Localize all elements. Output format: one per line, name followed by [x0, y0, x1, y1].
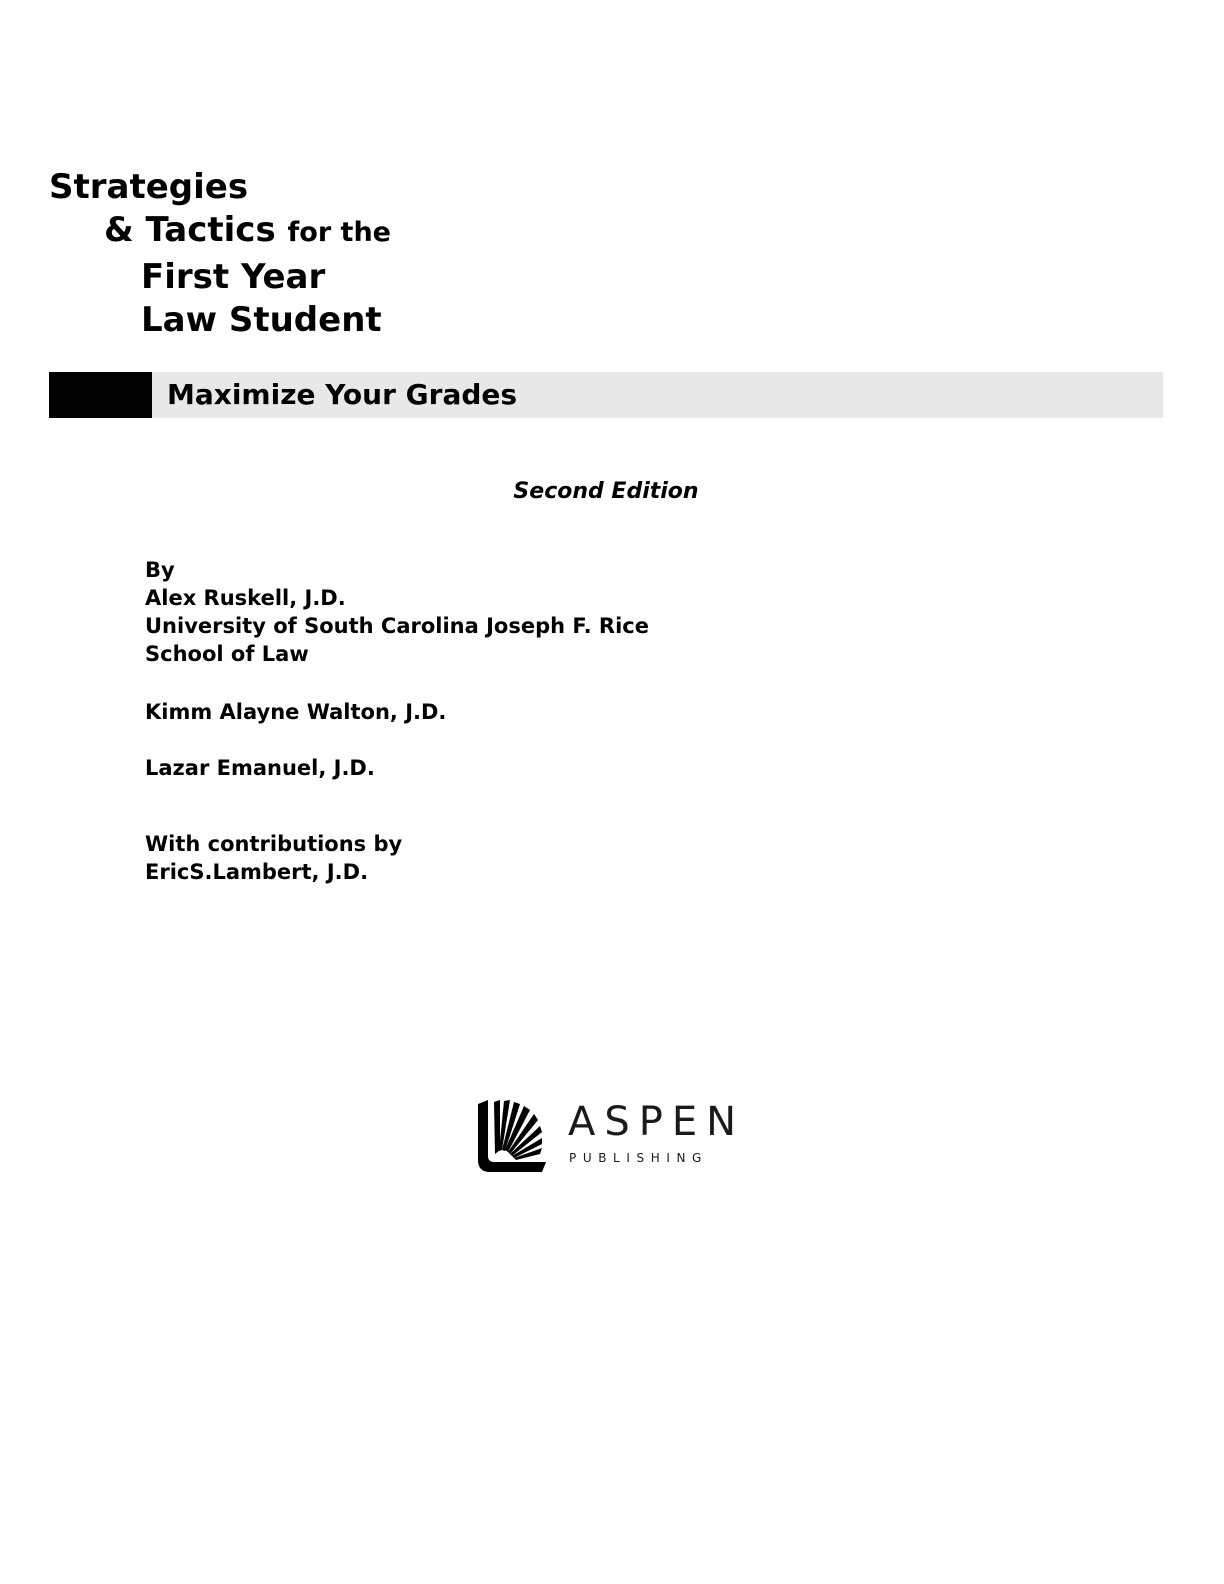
author-1-affiliation-line-2: School of Law: [145, 642, 309, 666]
banner-subtitle: Maximize Your Grades: [167, 378, 518, 411]
author-2-name: Kimm Alayne Walton, J.D.: [145, 700, 447, 724]
subtitle-banner: [49, 372, 1163, 418]
publisher-logo: [476, 1098, 746, 1176]
author-3-name: Lazar Emanuel, J.D.: [145, 756, 375, 780]
title-tactics-main: & Tactics: [104, 210, 276, 250]
contributions-label: With contributions by: [145, 832, 403, 856]
title-line-strategies: Strategies: [49, 167, 249, 207]
banner-black-block: [49, 372, 152, 418]
contributor-name: EricS.Lambert, J.D.: [145, 860, 369, 884]
publisher-subtitle: PUBLISHING: [569, 1151, 708, 1165]
title-tactics-small: for the: [287, 217, 391, 248]
author-1-affiliation-line-1: University of South Carolina Joseph F. Rice: [145, 614, 649, 638]
title-line-first-year: First Year: [141, 257, 326, 297]
publisher-name: ASPEN: [568, 1099, 746, 1145]
aspen-sunburst-icon: [476, 1098, 550, 1172]
author-1-name: Alex Ruskell, J.D.: [145, 586, 346, 610]
edition-label: Second Edition: [513, 479, 699, 504]
authors-block: [145, 556, 649, 886]
by-label: By: [145, 558, 175, 582]
title-line-tactics: [104, 210, 391, 250]
title-line-law-student: Law Student: [141, 300, 382, 340]
